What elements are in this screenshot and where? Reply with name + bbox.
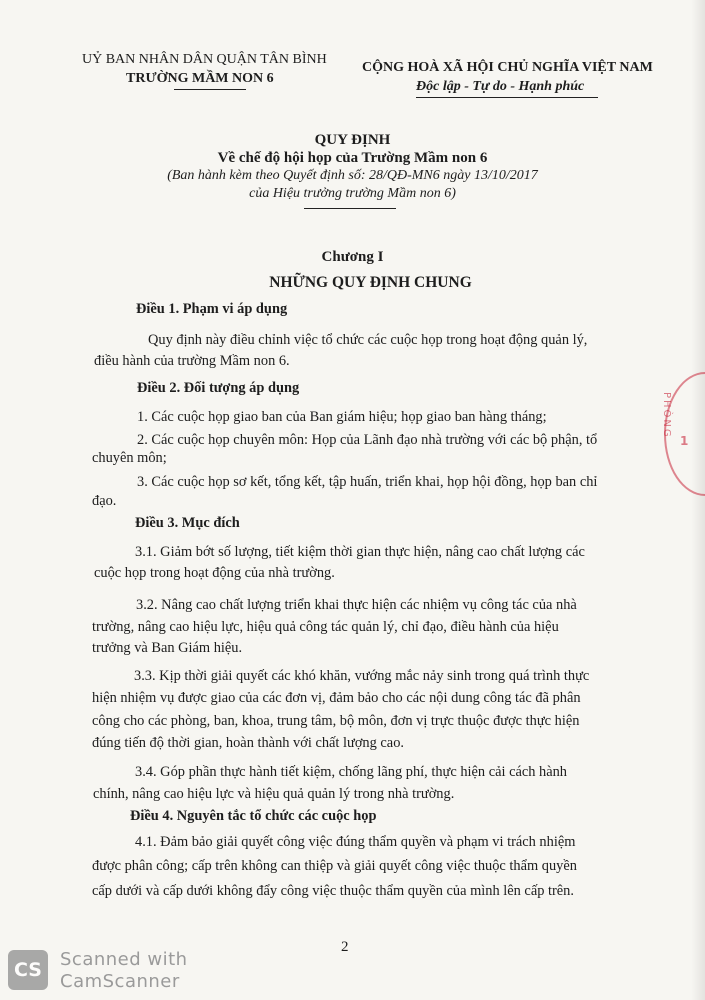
doc-note-line2: của Hiệu trưởng trường Mầm non 6) [249,186,456,201]
doc-note-line1: (Ban hành kèm theo Quyết định số: 28/QĐ-MN6 ngày 13/10/2017 [167,168,538,183]
page-number: 2 [341,939,349,955]
org-underline [174,89,246,90]
article-4-line: được phân công; cấp trên không can thiệp và giải quyết công việc thuộc thẩm quyền [92,858,577,874]
stamp-text: PHÒNG [661,392,672,439]
article-4-title: Điều 4. Nguyên tắc tổ chức các cuộc họp [130,808,377,824]
chapter-name: NHỮNG QUY ĐỊNH CHUNG [269,274,472,291]
article-3-line: 3.4. Góp phần thực hành tiết kiệm, chống lãng phí, thực hiện cải cách hành [135,764,568,780]
nation-underline [416,97,598,98]
org-line1: UỶ BAN NHÂN DÂN QUẬN TÂN BÌNH [82,52,327,67]
article-3-line: công cho các phòng, ban, khoa, trung tâm, bộ môn, đơn vị trực thuộc được thực hiện [92,713,580,729]
article-2-item: chuyên môn; [92,450,167,466]
article-2-item: đạo. [92,493,117,509]
article-1-line: điều hành của trường Mầm non 6. [94,353,290,369]
chapter-number: Chương I [321,249,384,265]
article-3-line: 3.3. Kịp thời giải quyết các khó khăn, vướng mắc nảy sinh trong quá trình thực [134,668,590,684]
nation-line1: CỘNG HOÀ XÃ HỘI CHỦ NGHĨA VIỆT NAM [362,60,653,75]
article-3-line: trường, nâng cao hiệu lực, hiệu quả công tác quản lý, chỉ đạo, điều hành của hiệu [92,619,559,635]
article-2-item: 2. Các cuộc họp chuyên môn: Họp của Lãnh đạo nhà trường với các bộ phận, tổ [137,432,598,448]
article-1-line: Quy định này điều chỉnh việc tổ chức các cuộc họp trong hoạt động quản lý, [148,332,588,348]
stamp-text: 1 [680,434,689,448]
title-divider [304,208,396,209]
article-4-line: 4.1. Đảm bảo giải quyết công việc đúng thẩm quyền và phạm vi trách nhiệm [135,834,576,850]
article-3-line: trưởng và Ban Giám hiệu. [92,640,243,656]
watermark-line1: Scanned with [60,949,188,970]
article-3-line: 3.2. Nâng cao chất lượng triển khai thực hiện các nhiệm vụ công tác của nhà [136,597,577,613]
watermark-line2: CamScanner [60,971,180,992]
article-4-line: cấp dưới và cấp dưới không đẩy công việc thuộc thẩm quyền của mình lên cấp trên. [92,883,574,899]
article-2-item: 1. Các cuộc họp giao ban của Ban giám hiệu; họp giao ban hàng tháng; [137,409,547,425]
article-1-title: Điều 1. Phạm vi áp dụng [136,301,288,317]
article-2-title: Điều 2. Đối tượng áp dụng [137,380,300,396]
article-3-line: chính, nâng cao hiệu lực và hiệu quả quản lý trong nhà trường. [93,786,455,802]
org-line2: TRƯỜNG MẦM NON 6 [126,71,274,86]
article-3-line: cuộc họp trong hoạt động của nhà trường. [94,565,335,581]
article-3-title: Điều 3. Mục đích [135,515,240,531]
red-stamp [661,372,705,496]
doc-subtitle: Về chế độ hội họp của Trường Mầm non 6 [217,150,488,166]
camscanner-logo-icon: CS [8,950,48,990]
article-3-line: 3.1. Giảm bớt số lượng, tiết kiệm thời gian thực hiện, nâng cao chất lượng các [135,544,585,560]
doc-title: QUY ĐỊNH [314,132,391,148]
article-2-item: 3. Các cuộc họp sơ kết, tổng kết, tập huấn, triển khai, họp hội đồng, họp ban chỉ [137,474,598,490]
article-3-line: hiện nhiệm vụ được giao của các đơn vị, đảm bảo cho các nội dung công tác đã phân [92,690,581,706]
article-3-line: đúng tiến độ thời gian, hoàn thành với chất lượng cao. [92,735,404,751]
nation-line2: Độc lập - Tự do - Hạnh phúc [416,79,585,94]
